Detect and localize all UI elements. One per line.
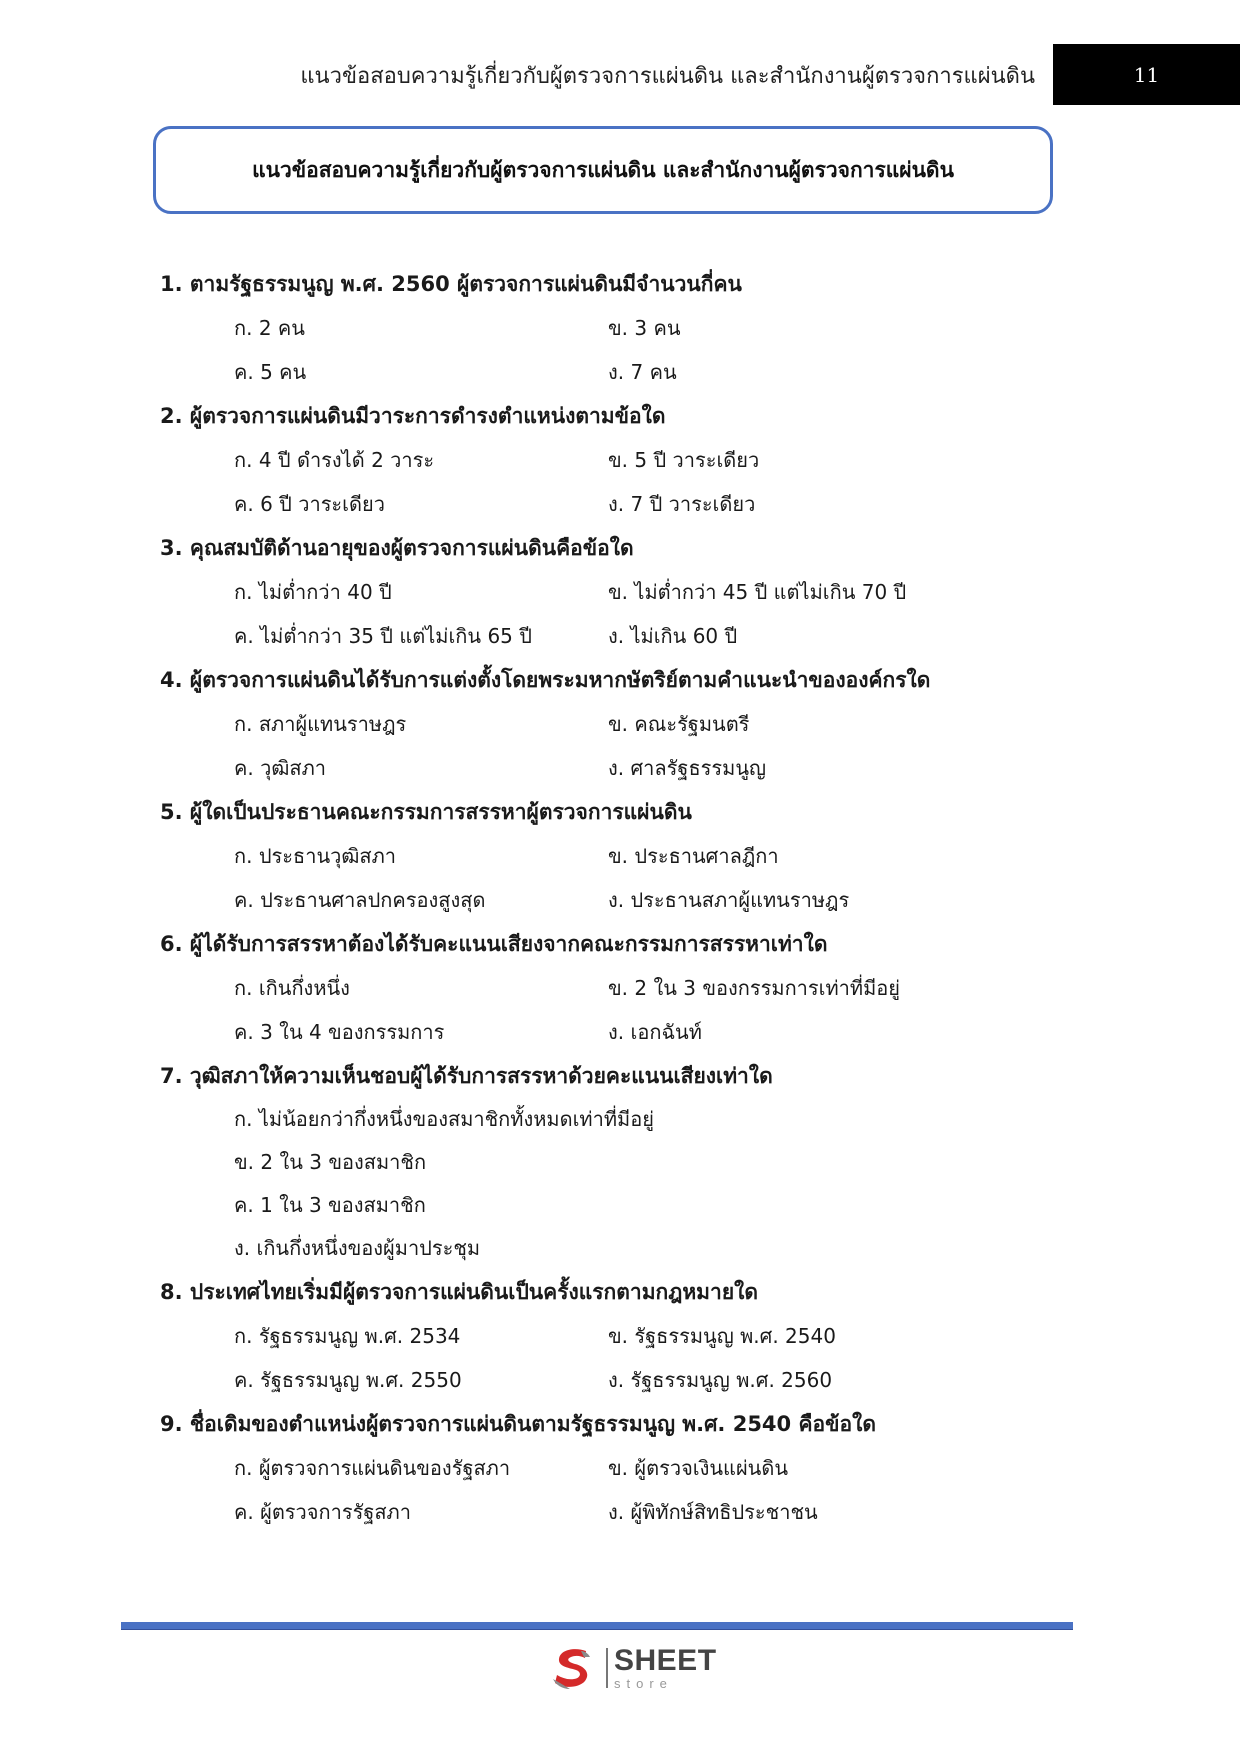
logo-word: SHEET [614, 1644, 717, 1677]
question-text: 1. ตามรัฐธรรมนูญ พ.ศ. 2560 ผู้ตรวจการแผ่นดินมีจำนวนกี่คน [160, 272, 742, 296]
option-a: ก. สภาผู้แทนราษฎร [234, 712, 407, 736]
question-text: 8. ประเทศไทยเริ่มมีผู้ตรวจการแผ่นดินเป็นครั้งแรกตามกฎหมายใด [160, 1280, 759, 1304]
option-row [160, 306, 1060, 350]
option-row [160, 878, 1060, 922]
question-text: 3. คุณสมบัติด้านอายุของผู้ตรวจการแผ่นดินคือข้อใด [160, 536, 634, 560]
question-2 [160, 394, 1060, 526]
footer-divider [121, 1622, 1073, 1630]
question-8 [160, 1270, 1060, 1402]
option-a: ก. ประธานวุฒิสภา [234, 844, 397, 868]
logo-text [614, 1646, 717, 1690]
question-list [160, 262, 1060, 1534]
option-b: ข. ไม่ต่ำกว่า 45 ปี แต่ไม่เกิน 70 ปี [608, 580, 907, 604]
option-a: ก. รัฐธรรมนูญ พ.ศ. 2534 [234, 1324, 461, 1348]
option-b: ข. คณะรัฐมนตรี [608, 712, 750, 736]
question-text: 6. ผู้ได้รับการสรรหาต้องได้รับคะแนนเสียงจากคณะกรรมการสรรหาเท่าใด [160, 932, 828, 956]
page-title-box [153, 126, 1053, 214]
option-d: ง. 7 ปี วาระเดียว [608, 492, 756, 516]
option-row [160, 482, 1060, 526]
option-row [160, 1358, 1060, 1402]
option-row [160, 614, 1060, 658]
option-a: ก. 2 คน [234, 316, 305, 340]
option-row [160, 746, 1060, 790]
option-row [160, 702, 1060, 746]
option-row [160, 966, 1060, 1010]
option-row [160, 1010, 1060, 1054]
option-c: ค. 3 ใน 4 ของกรรมการ [234, 1020, 445, 1044]
option-row [160, 438, 1060, 482]
option-d: ง. เอกฉันท์ [608, 1020, 702, 1044]
option-b: ข. 2 ใน 3 ของกรรมการเท่าที่มีอยู่ [608, 976, 901, 1000]
sheet-store-logo [548, 1643, 717, 1693]
logo-sub: store [614, 1676, 673, 1691]
option-row [160, 350, 1060, 394]
question-4 [160, 658, 1060, 790]
logo-divider [606, 1648, 608, 1688]
option-c: ค. ประธานศาลปกครองสูงสุด [234, 888, 486, 912]
question-9 [160, 1402, 1060, 1534]
option-b: ข. ประธานศาลฎีกา [608, 844, 779, 868]
option-row [160, 1490, 1060, 1534]
question-text: 4. ผู้ตรวจการแผ่นดินได้รับการแต่งตั้งโดยพระมหากษัตริย์ตามคำแนะนำขององค์กรใด [160, 668, 931, 692]
option-row [160, 570, 1060, 614]
option-d: ง. ไม่เกิน 60 ปี [608, 624, 738, 648]
option-d: ง. 7 คน [608, 360, 677, 384]
option-c: ค. รัฐธรรมนูญ พ.ศ. 2550 [234, 1368, 462, 1392]
question-7 [160, 1054, 1060, 1270]
option-a: ก. เกินกึ่งหนึ่ง [234, 976, 350, 1000]
page-title: แนวข้อสอบความรู้เกี่ยวกับผู้ตรวจการแผ่นดิน และสำนักงานผู้ตรวจการแผ่นดิน [252, 157, 954, 182]
question-text: 5. ผู้ใดเป็นประธานคณะกรรมการสรรหาผู้ตรวจการแผ่นดิน [160, 800, 692, 824]
option-d: ง. เกินกึ่งหนึ่งของผู้มาประชุม [234, 1236, 481, 1260]
option-d: ง. ประธานสภาผู้แทนราษฎร [608, 888, 850, 912]
sheet-store-s-logo-icon [548, 1643, 598, 1693]
option-a: ก. 4 ปี ดำรงได้ 2 วาระ [234, 448, 435, 472]
option-a: ก. ไม่ต่ำกว่า 40 ปี [234, 580, 392, 604]
running-header-title: แนวข้อสอบความรู้เกี่ยวกับผู้ตรวจการแผ่นดิน และสำนักงานผู้ตรวจการแผ่นดิน [300, 64, 1035, 89]
page-number: 11 [1053, 44, 1240, 105]
option-c: ค. 1 ใน 3 ของสมาชิก [234, 1193, 426, 1217]
question-5 [160, 790, 1060, 922]
option-row [160, 1314, 1060, 1358]
question-3 [160, 526, 1060, 658]
option-b: ข. ผู้ตรวจเงินแผ่นดิน [608, 1456, 788, 1480]
option-b: ข. 3 คน [608, 316, 681, 340]
option-a: ก. ไม่น้อยกว่ากึ่งหนึ่งของสมาชิกทั้งหมดเท่าที่มีอยู่ [234, 1107, 654, 1131]
option-a: ก. ผู้ตรวจการแผ่นดินของรัฐสภา [234, 1456, 511, 1480]
option-row [160, 834, 1060, 878]
option-c: ค. 6 ปี วาระเดียว [234, 492, 385, 516]
option-c: ค. วุฒิสภา [234, 756, 327, 780]
question-text: 2. ผู้ตรวจการแผ่นดินมีวาระการดำรงตำแหน่งตามข้อใด [160, 404, 666, 428]
question-text: 7. วุฒิสภาให้ความเห็นชอบผู้ได้รับการสรรหาด้วยคะแนนเสียงเท่าใด [160, 1064, 773, 1088]
option-b: ข. 5 ปี วาระเดียว [608, 448, 760, 472]
option-c: ค. ไม่ต่ำกว่า 35 ปี แต่ไม่เกิน 65 ปี [234, 624, 532, 648]
question-1 [160, 262, 1060, 394]
question-text: 9. ชื่อเดิมของตำแหน่งผู้ตรวจการแผ่นดินตามรัฐธรรมนูญ พ.ศ. 2540 คือข้อใด [160, 1412, 876, 1436]
option-row [160, 1446, 1060, 1490]
option-d: ง. ศาลรัฐธรรมนูญ [608, 756, 767, 780]
question-6 [160, 922, 1060, 1054]
option-d: ง. ผู้พิทักษ์สิทธิประชาชน [608, 1500, 818, 1524]
option-b: ข. รัฐธรรมนูญ พ.ศ. 2540 [608, 1324, 836, 1348]
option-b: ข. 2 ใน 3 ของสมาชิก [234, 1150, 427, 1174]
option-d: ง. รัฐธรรมนูญ พ.ศ. 2560 [608, 1368, 833, 1392]
option-c: ค. 5 คน [234, 360, 307, 384]
option-c: ค. ผู้ตรวจการรัฐสภา [234, 1500, 411, 1524]
